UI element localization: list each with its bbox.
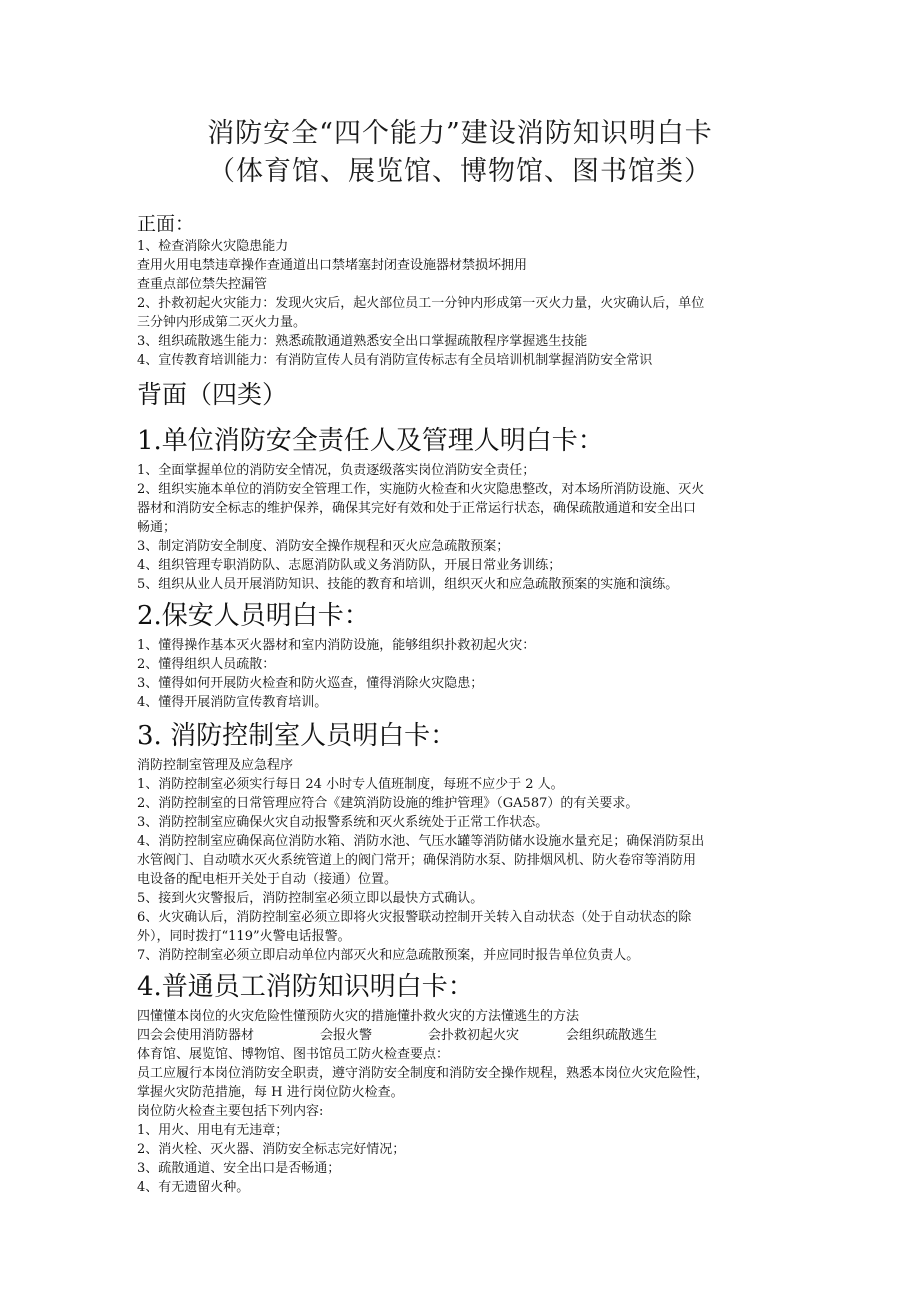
section-3-line: 消防控制室管理及应急程序	[137, 758, 294, 773]
front-line: 3、组织疏散逃生能力：熟悉疏散通道熟悉安全出口掌握疏散程序掌握逃生技能	[137, 334, 588, 349]
section-3-line: 1、消防控制室必须实行每日 24 小时专人值班制度，每班不应少于 2 人。	[137, 777, 564, 792]
section-2-content	[137, 636, 793, 712]
section-3-line: 电设备的配电柜开关处于自动（接通）位置。	[137, 872, 398, 887]
front-line: 查重点部位禁失控漏管	[137, 277, 268, 292]
section-3-content	[137, 756, 793, 965]
section-1-line: 5、组织从业人员开展消防知识、技能的教育和培训，组织灭火和应急疏散预案的实施和演练。	[137, 577, 679, 592]
four-can-item: 会扑救初起火灾	[428, 1028, 520, 1043]
four-can-row	[137, 1026, 797, 1045]
section-4-line: 岗位防火检查主要包括下列内容:	[137, 1104, 324, 1119]
section-3-line: 4、消防控制室应确保高位消防水箱、消防水池、气压水罐等消防储水设施水量充足；确保消防泵出	[137, 834, 705, 849]
section-2-line: 2、懂得组织人员疏散：	[137, 657, 276, 672]
front-side-content	[137, 237, 793, 370]
document-title-line-2: （体育馆、展览馆、博物馆、图书馆类）	[208, 156, 712, 187]
section-2-line: 4、懂得开展消防宣传教育培训。	[137, 695, 328, 710]
back-side-label: 背面（四类）	[137, 380, 288, 409]
section-3-heading: 3. 消防控制室人员明白卡：	[137, 721, 457, 751]
section-4-content	[137, 1007, 797, 1197]
four-can-item: 四会会使用消防器材	[137, 1028, 255, 1043]
section-1-line: 3、制定消防安全制度、消防安全操作规程和灭火应急疏散预案；	[137, 539, 510, 554]
section-3-line: 水管阀门、自动喷水灭火系统管道上的阀门常开；确保消防水泵、防排烟风机、防火卷帘等消防用	[137, 853, 697, 868]
four-understand-line: 四懂懂本岗位的火灾危险性懂预防火灾的措施懂扑救火灾的方法懂逃生的方法	[137, 1009, 580, 1024]
section-2-line: 1、懂得操作基本灭火器材和室内消防设施，能够组织扑救初起火灾：	[137, 638, 536, 653]
four-can-item: 会报火警	[320, 1028, 373, 1043]
section-3-line: 2、消防控制室的日常管理应符合《建筑消防设施的维护管理》（GA587）的有关要求。	[137, 796, 639, 811]
section-4-heading: 4.普通员工消防知识明白卡：	[137, 972, 474, 1002]
section-1-content	[137, 461, 793, 594]
section-1-line: 4、组织管理专职消防队、志愿消防队或义务消防队，开展日常业务训练；	[137, 558, 562, 573]
section-4-line: 2、消火栓、灭火器、消防安全标志完好情况；	[137, 1142, 406, 1157]
section-4-line: 1、用火、用电有无违章；	[137, 1123, 289, 1138]
section-3-line: 5、接到火灾警报后，消防控制室必须立即以最快方式确认。	[137, 891, 484, 906]
section-1-line: 器材和消防安全标志的维护保养，确保其完好有效和处于正常运行状态，确保疏散通道和安全出口	[137, 501, 697, 516]
section-1-line: 1、全面掌握单位的消防安全情况，负责逐级落实岗位消防安全责任；	[137, 463, 536, 478]
section-3-line: 6、火灾确认后，消防控制室必须立即将火灾报警联动控制开关转入自动状态（处于自动状态的除	[137, 910, 692, 925]
front-side-label: 正面：	[137, 213, 195, 235]
front-line: 4、宣传教育培训能力：有消防宣传人员有消防宣传标志有全员培训机制掌握消防安全常识	[137, 353, 653, 368]
section-4-line: 员工应履行本岗位消防安全职责，遵守消防安全制度和消防安全操作规程，熟悉本岗位火灾危险性，	[137, 1066, 710, 1081]
document-title-line-1: 消防安全“四个能力”建设消防知识明白卡	[207, 118, 713, 149]
section-3-line: 外），同时拨打“119”火警电话报警。	[137, 929, 351, 944]
section-2-heading: 2.保安人员明白卡：	[137, 601, 370, 631]
section-3-line: 7、消防控制室必须立即启动单位内部灭火和应急疏散预案，并应同时报告单位负责人。	[137, 948, 640, 963]
front-line: 2、扑救初起火灾能力：发现火灾后，起火部位员工一分钟内形成第一灭火力量，火灾确认后，单位	[137, 296, 705, 311]
section-1-line: 2、组织实施本单位的消防安全管理工作，实施防火检查和火灾隐患整改，对本场所消防设施、灭火	[137, 482, 705, 497]
section-4-line: 体育馆、展览馆、博物馆、图书馆员工防火检查要点：	[137, 1047, 450, 1062]
front-line: 1、检查消除火灾隐患能力	[137, 239, 289, 254]
section-1-heading: 1.单位消防安全责任人及管理人明白卡：	[137, 426, 604, 456]
four-can-item: 会组织疏散逃生	[566, 1028, 658, 1043]
section-4-line: 3、疏散通道、安全出口是否畅通；	[137, 1161, 341, 1176]
section-3-line: 3、消防控制室应确保火灾自动报警系统和灭火系统处于正常工作状态。	[137, 815, 549, 830]
section-4-line: 4、有无遗留火种。	[137, 1180, 250, 1195]
front-line: 三分钟内形成第二灭火力量。	[137, 315, 307, 330]
section-2-line: 3、懂得如何开展防火检查和防火巡查，懂得消除火灾隐患；	[137, 676, 484, 691]
front-line: 查用火用电禁违章操作查通道出口禁堵塞封闭查设施器材禁损坏拥用	[137, 258, 528, 273]
section-1-line: 畅通；	[137, 520, 177, 535]
section-4-line: 掌握火灾防范措施，每 H 进行岗位防火检查。	[137, 1085, 404, 1100]
